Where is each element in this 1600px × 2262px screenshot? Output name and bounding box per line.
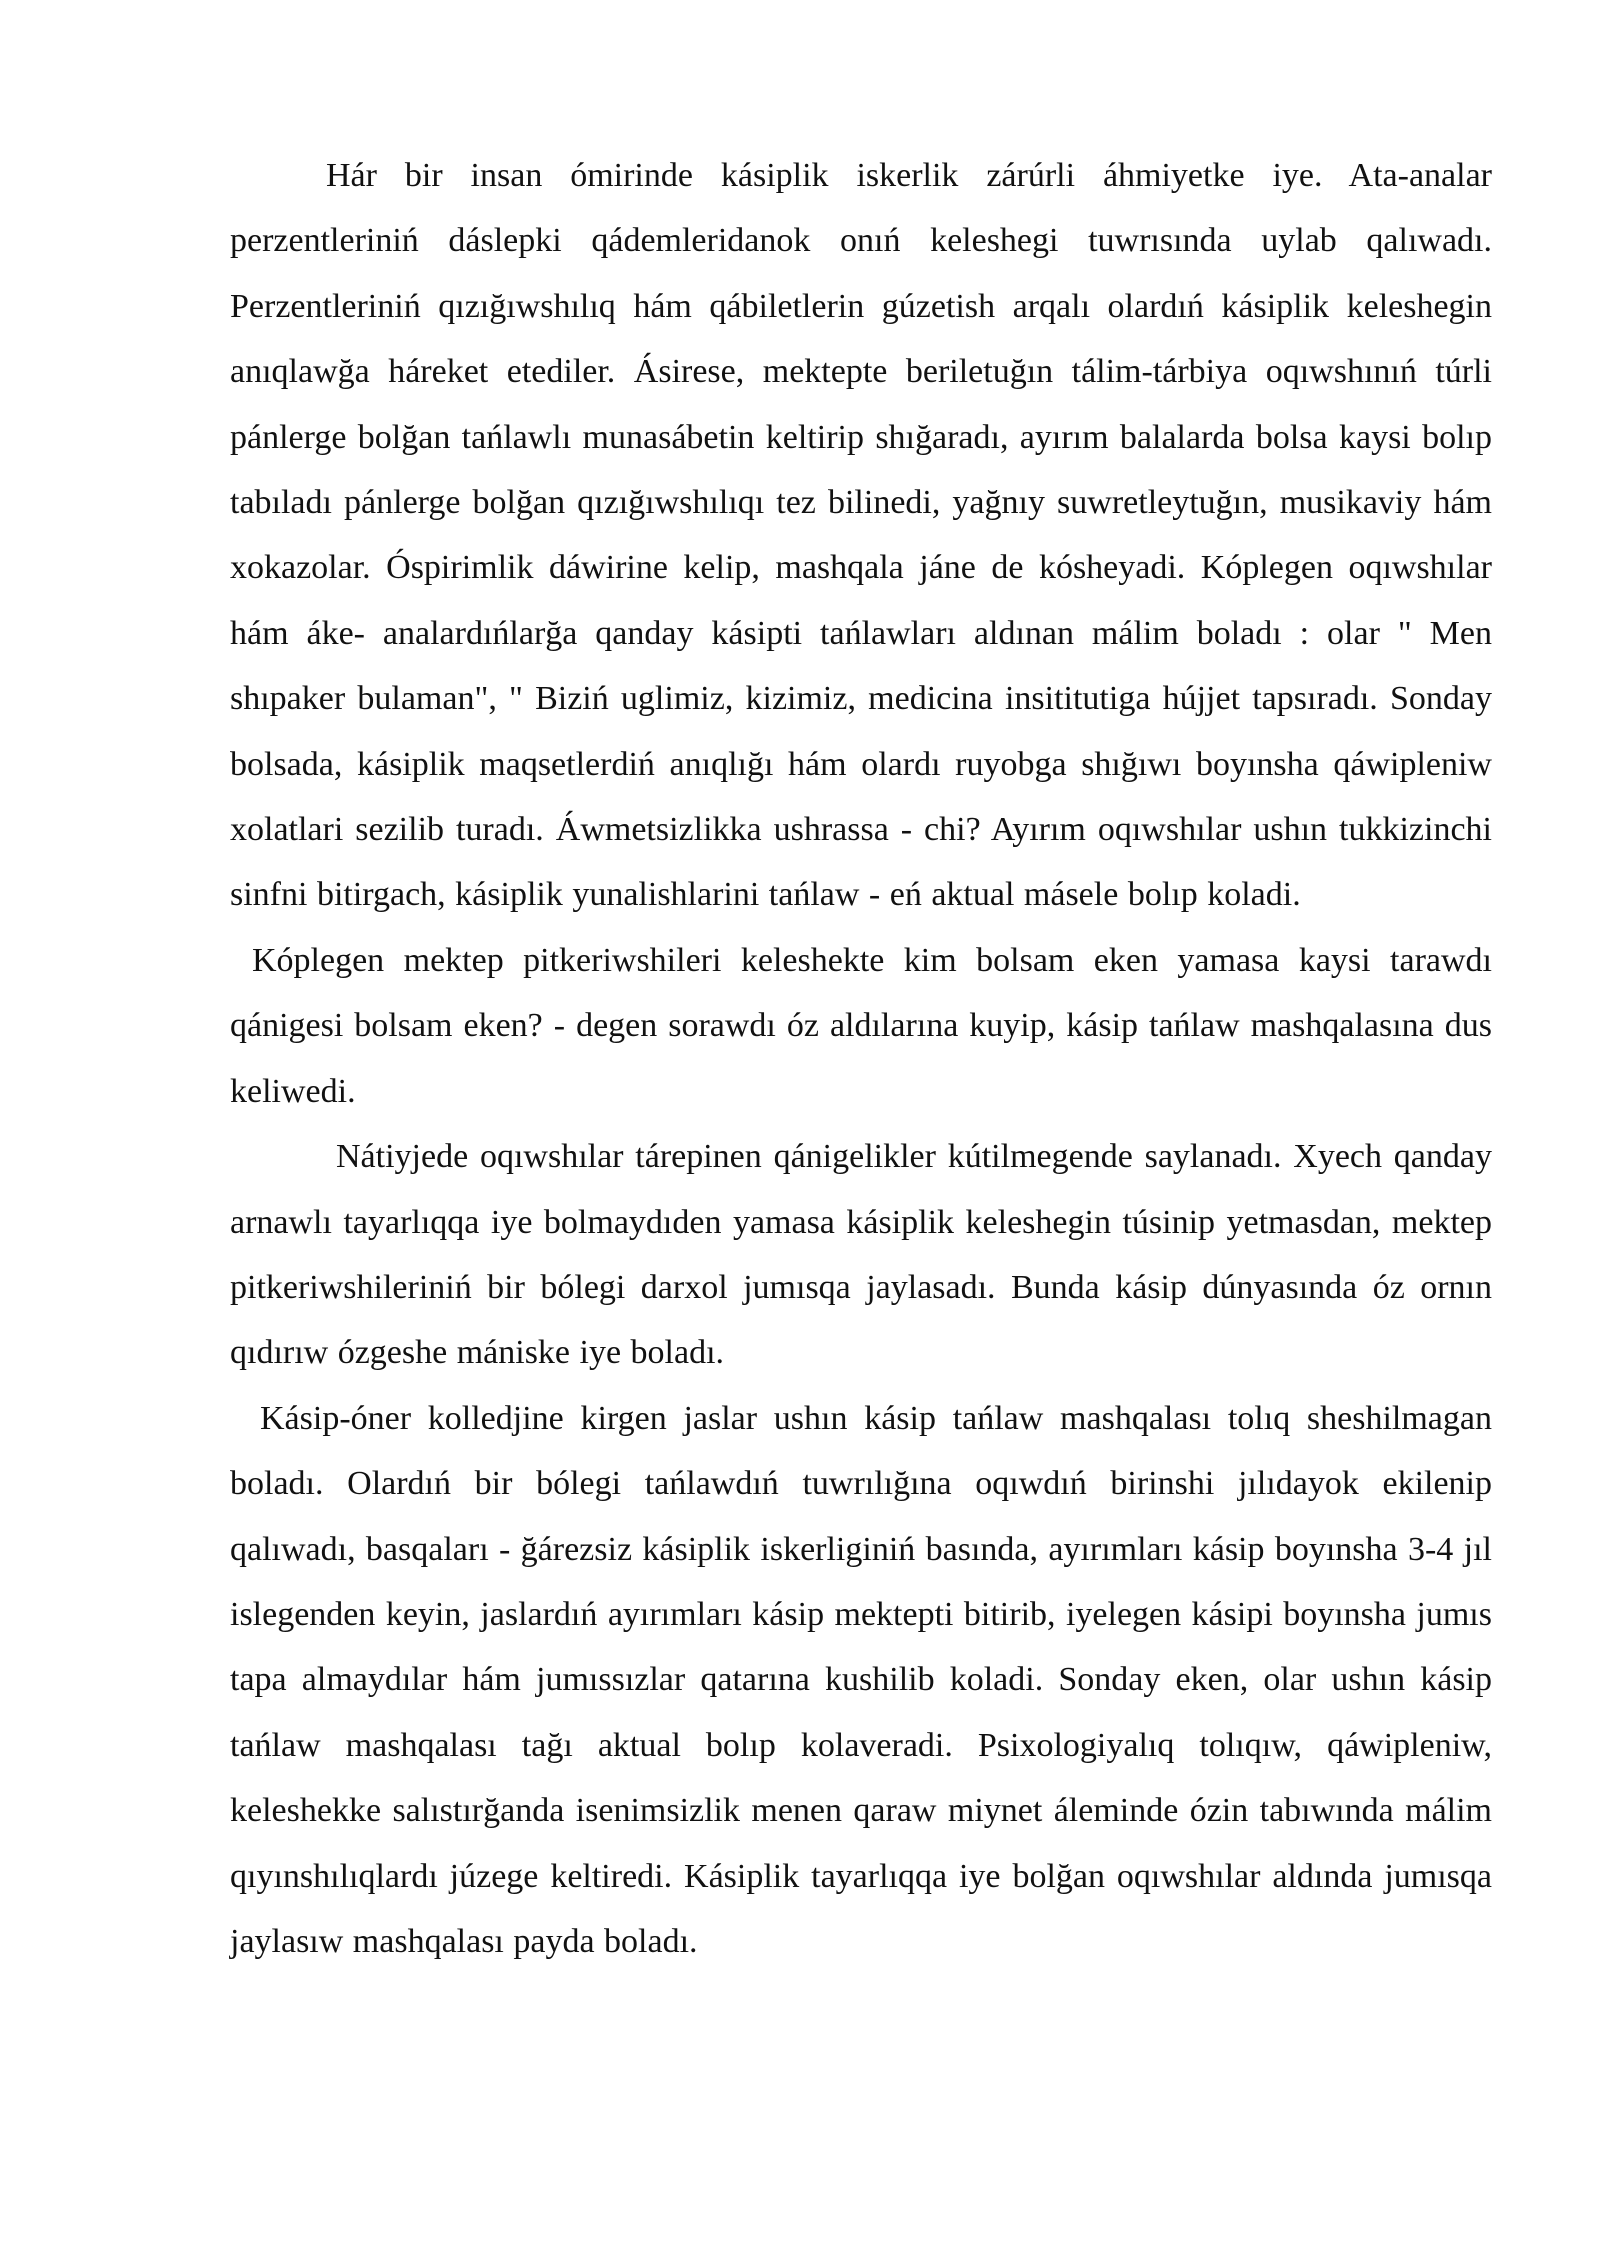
- paragraph-3: Nátiyjede oqıwshılar tárepinen qánigelikler kútilmegende saylanadı. Xyech qanday arnawlı tayarlıqqa iye bolmaydıden yamasa kásiplik keleshegin túsinip yetmasdan, mektep pitkeriwshileriniń bir bólegi darxol jumısqa jaylasadı. Bunda kásip dúnyasında óz ornın qıdırıw ózgeshe mániske iye boladı.: [230, 1138, 1492, 1372]
- paragraph-4: Kásip-óner kolledjine kirgen jaslar ushın kásip tańlaw mashqalası tolıq sheshilmagan boladı. Olardıń bir bólegi tańlawdıń tuwrılığına oqıwdıń birinshi jılıdayok ekilenip qalıwadı, basqaları - ğárezsiz kásiplik iskerliginiń basında, ayırımları kásip boyınsha 3-4 jıl islegenden keyin, jaslardıń ayırımları kásip mektepti bitirib, iyelegen kásipi boyınsha jumıs tapa almaydılar hám jumıssızlar qatarına kushilib koladi. Sonday eken, olar ushın kásip tańlaw mashqalası tağı aktual bolıp kolaveradi. Psixologiyalıq tolıqıw, qáwipleniw, keleshekke salıstırğanda isenimsizlik menen qaraw miynet áleminde ózin tabıwında málim qıyınshılıqlardı júzege keltiredi. Kásiplik tayarlıqqa iye bolğan oqıwshılar aldında jumısqa jaylasıw mashqalası payda boladı.: [230, 1399, 1492, 1960]
- paragraph-1: Hár bir insan ómirinde kásiplik iskerlik zárúrli áhmiyetke iye. Ata-analar perzentleriniń dáslepki qádemleridanok onıń keleshegi tuwrısında uylab qalıwadı. Perzentleriniń qızığıwshılıq hám qábiletlerin gúzetish arqalı olardıń kásiplik keleshegin anıqlawğa háreket etediler. Ásirese, mektepte beriletuğın tálim-tárbiya oqıwshınıń túrli pánlerge bolğan tańlawlı munasábetin keltirip shığaradı, ayırım balalarda bolsa kaysi bolıp tabıladı pánlerge bolğan qızığıwshılıqı tez bilinedi, yağnıy suwretleytuğın, musikaviy hám xokazolar. Óspirimlik dáwirine kelip, mashqala jáne de kósheyadi. Kóplegen oqıwshılar hám áke- analardıńlarğa qanday kásipti tańlawları aldınan málim boladı : olar " Men shıpaker bulaman", " Biziń uglimiz, kizimiz, medicina insititutiga hújjet tapsıradı. Sonday bolsada, kásiplik maqsetlerdiń anıqlığı hám olardı ruyobga shığıwı boyınsha qáwipleniw xolatlari sezilib turadı. Áwmetsizlikka ushrassa - chi? Ayırım oqıwshılar ushın tukkizinchi sinfni bitirgach, kásiplik yunalishlarini tańlaw - eń aktual másele bolıp koladi.: [230, 157, 1492, 914]
- paragraph-2: Kóplegen mektep pitkeriwshileri keleshekte kim bolsam eken yamasa kaysi tarawdı qánigesi bolsam eken? - degen sorawdı óz aldılarına kuyip, kásip tańlaw mashqalasına dus keliwedi.: [230, 941, 1492, 1110]
- document-body: [230, 143, 1492, 1974]
